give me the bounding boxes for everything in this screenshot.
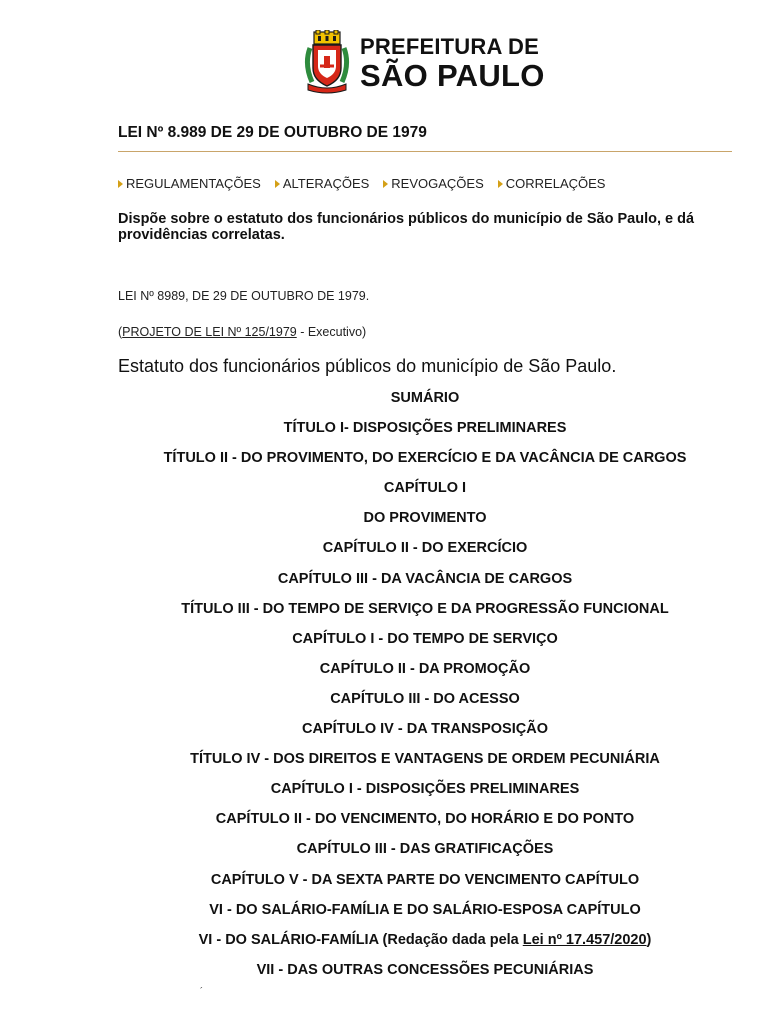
logo-text — [360, 33, 545, 93]
toc-redacao-text: VI - DO SALÁRIO-FAMÍLIA (Redação dada pela — [198, 931, 523, 948]
toc-item: CAPÍTULO III - DA VACÂNCIA DE CARGOS — [277, 570, 573, 587]
law-title: LEI Nº 8.989 DE 29 DE OUTUBRO DE 1979 — [118, 124, 427, 141]
link-alteracoes[interactable] — [275, 176, 369, 191]
toc-item: DO PROVIMENTO — [363, 510, 487, 527]
chevron-right-icon — [118, 180, 123, 188]
chevron-right-icon — [383, 180, 388, 188]
toc-item: CAPÍTULO IV - DA TRANSPOSIÇÃO — [302, 721, 548, 738]
site-header — [0, 0, 768, 110]
toc-item: CAPÍTULO I - DO TEMPO DE SERVIÇO — [292, 630, 558, 647]
toc-item: CAPÍTULO II - DO EXERCÍCIO — [322, 540, 528, 557]
toc-item: CAPÍTULO II - DA PROMOÇÃO — [319, 660, 531, 677]
projeto-line — [118, 325, 366, 339]
lei-17457-link[interactable]: Lei nº 17.457/2020 — [522, 931, 647, 948]
law-summary: Dispõe sobre o estatuto dos funcionários públicos do município de São Paulo, e dá providências correlatas. — [118, 211, 695, 243]
link-label: REGULAMENTAÇÕES — [126, 176, 261, 191]
projeto-link[interactable]: PROJETO DE LEI Nº 125/1979 — [122, 325, 297, 339]
toc-item-redacao — [118, 932, 732, 962]
sao-paulo-crest-icon — [304, 30, 350, 96]
statute-title: Estatuto dos funcionários públicos do município de São Paulo. — [118, 356, 617, 376]
link-label: ALTERAÇÕES — [282, 176, 370, 191]
logo-line-2: SÃO PAULO — [360, 57, 545, 93]
toc-item: VI - DO SALÁRIO-FAMÍLIA E DO SALÁRIO-ESPOSA CAPÍTULO — [209, 901, 641, 918]
toc-item: CAPÍTULO I - DISPOSIÇÕES PRELIMINARES — [270, 781, 580, 798]
link-label: CORRELAÇÕES — [505, 176, 606, 191]
toc-item: TÍTULO III - DO TEMPO DE SERVIÇO E DA PROGRESSÃO FUNCIONAL — [181, 600, 669, 617]
link-regulamentacoes[interactable] — [118, 176, 261, 191]
toc-redacao-close: ) — [646, 931, 652, 948]
toc-item: TÍTULO I- DISPOSIÇÕES PRELIMINARES — [283, 420, 567, 437]
link-correlacoes[interactable] — [498, 176, 606, 191]
title-divider — [118, 151, 732, 152]
toc-item: VII - DAS OUTRAS CONCESSÕES PECUNIÁRIAS — [256, 961, 594, 978]
law-line: LEI Nº 8989, DE 29 DE OUTUBRO DE 1979. — [118, 289, 370, 303]
projeto-rest: - Executivo) — [296, 325, 367, 339]
stray-mark: ´ — [200, 986, 203, 996]
toc-item: TÍTULO II - DO PROVIMENTO, DO EXERCÍCIO E DA VACÂNCIA DE CARGOS — [163, 450, 687, 467]
toc-item: CAPÍTULO II - DO VENCIMENTO, DO HORÁRIO E DO PONTO — [215, 811, 635, 828]
chevron-right-icon — [275, 180, 280, 188]
toc-item: CAPÍTULO I — [383, 480, 467, 497]
prefeitura-logo[interactable] — [304, 30, 545, 96]
related-links — [118, 176, 619, 191]
chevron-right-icon — [498, 180, 503, 188]
toc-item: CAPÍTULO III - DO ACESSO — [330, 690, 520, 707]
logo-line-1: PREFEITURA DE — [360, 33, 540, 59]
toc-item: SUMÁRIO — [390, 390, 460, 406]
link-revogacoes[interactable] — [383, 176, 483, 191]
projeto-open: ( — [118, 325, 123, 339]
toc-item: TÍTULO IV - DOS DIREITOS E VANTAGENS DE ORDEM PECUNIÁRIA — [190, 751, 660, 768]
toc-item: CAPÍTULO III - DAS GRATIFICAÇÕES — [296, 841, 554, 858]
link-label: REVOGAÇÕES — [391, 176, 484, 191]
table-of-contents — [118, 390, 732, 992]
toc-item: CAPÍTULO V - DA SEXTA PARTE DO VENCIMENTO CAPÍTULO — [210, 871, 640, 888]
